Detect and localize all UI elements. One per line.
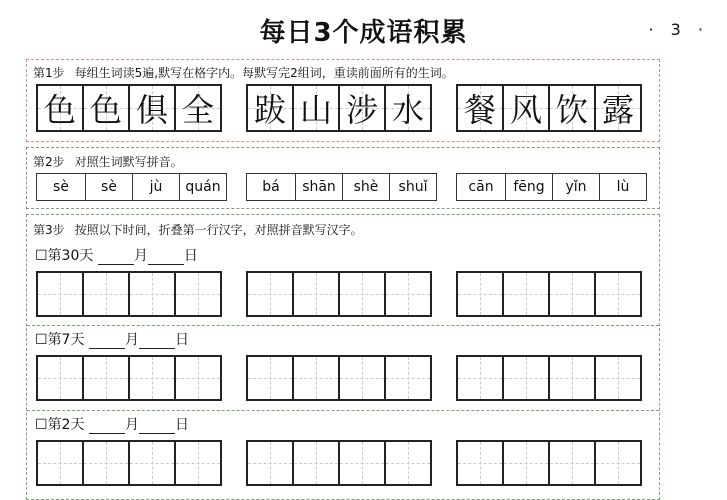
writing-box[interactable] [36, 355, 84, 401]
writing-group [36, 355, 220, 401]
writing-box[interactable] [548, 355, 596, 401]
review-row-label [35, 245, 198, 265]
checkbox-icon[interactable]: ☐ [35, 332, 48, 348]
step3-header [33, 221, 363, 238]
writing-box[interactable] [246, 271, 294, 317]
month-label: 月 [133, 248, 148, 264]
month-label: 月 [124, 332, 139, 348]
review-row-label [35, 329, 189, 349]
checkbox-icon[interactable]: ☐ [35, 417, 48, 433]
step2-section [26, 147, 660, 209]
step1-header [33, 64, 454, 81]
char-box: 色 [36, 84, 84, 132]
date-blank[interactable] [139, 334, 175, 349]
writing-box[interactable] [36, 271, 84, 317]
writing-box[interactable] [82, 440, 130, 486]
date-label: 日 [174, 417, 189, 433]
writing-box[interactable] [384, 440, 432, 486]
pinyin-box: fēng [505, 173, 553, 201]
writing-group [246, 440, 430, 486]
writing-group [456, 440, 640, 486]
month-blank[interactable] [89, 334, 125, 349]
writing-box[interactable] [384, 355, 432, 401]
step1-group-1 [36, 84, 220, 132]
writing-box[interactable] [292, 355, 340, 401]
date-blank[interactable] [139, 419, 175, 434]
writing-box[interactable] [548, 271, 596, 317]
char-box: 全 [174, 84, 222, 132]
step3-label: 第3步 [33, 223, 65, 237]
writing-box[interactable] [456, 355, 504, 401]
pinyin-box: lù [599, 173, 647, 201]
writing-box[interactable] [128, 271, 176, 317]
month-blank[interactable] [89, 419, 125, 434]
step1-instruction: 每组生词读5遍,默写在格字内。每默写完2组词，重读前面所有的生词。 [74, 66, 454, 80]
date-blank[interactable] [148, 250, 184, 265]
char-box: 饮 [548, 84, 596, 132]
writing-group [246, 355, 430, 401]
writing-box[interactable] [82, 355, 130, 401]
step2-header [33, 153, 183, 170]
writing-box[interactable] [292, 440, 340, 486]
char-box: 水 [384, 84, 432, 132]
writing-box[interactable] [174, 440, 222, 486]
review-day: 第7天 [47, 332, 85, 348]
writing-group [36, 440, 220, 486]
checkbox-icon[interactable]: ☐ [35, 248, 48, 264]
review-day: 第2天 [47, 417, 85, 433]
writing-box[interactable] [292, 271, 340, 317]
char-box: 风 [502, 84, 550, 132]
step2-group-3 [456, 173, 646, 201]
step1-section [26, 59, 660, 142]
pinyin-box: shè [342, 173, 390, 201]
writing-group [456, 271, 640, 317]
pinyin-box: jù [132, 173, 180, 201]
char-box: 山 [292, 84, 340, 132]
writing-box[interactable] [594, 271, 642, 317]
writing-box[interactable] [36, 440, 84, 486]
step2-group-2 [246, 173, 436, 201]
writing-box[interactable] [174, 355, 222, 401]
writing-box[interactable] [82, 271, 130, 317]
char-box: 餐 [456, 84, 504, 132]
pinyin-box: sè [36, 173, 86, 201]
pinyin-box: yǐn [552, 173, 600, 201]
pinyin-box: shuǐ [389, 173, 437, 201]
char-box: 涉 [338, 84, 386, 132]
writing-group [36, 271, 220, 317]
char-box: 跋 [246, 84, 294, 132]
page-title: 每日3个成语积累 [259, 18, 468, 48]
pinyin-box: bá [246, 173, 296, 201]
step2-group-1 [36, 173, 226, 201]
date-label: 日 [183, 248, 198, 264]
writing-box[interactable] [594, 355, 642, 401]
step1-label: 第1步 [33, 66, 65, 80]
step3-instruction: 按照以下时间，折叠第一行汉字，对照拼音默写汉字。 [74, 223, 363, 237]
pinyin-box: quán [179, 173, 227, 201]
page-number: · 3 · [648, 20, 709, 39]
pinyin-box: cān [456, 173, 506, 201]
writing-box[interactable] [456, 271, 504, 317]
step3-section [26, 214, 660, 500]
pinyin-box: sè [85, 173, 133, 201]
writing-box[interactable] [548, 440, 596, 486]
char-box: 色 [82, 84, 130, 132]
writing-box[interactable] [456, 440, 504, 486]
writing-box[interactable] [594, 440, 642, 486]
divider [27, 410, 659, 411]
month-blank[interactable] [98, 250, 134, 265]
writing-box[interactable] [338, 271, 386, 317]
writing-box[interactable] [384, 271, 432, 317]
step1-group-2 [246, 84, 430, 132]
writing-box[interactable] [338, 355, 386, 401]
writing-box[interactable] [174, 271, 222, 317]
date-label: 日 [174, 332, 189, 348]
writing-box[interactable] [128, 355, 176, 401]
char-box: 露 [594, 84, 642, 132]
pinyin-box: shān [295, 173, 343, 201]
writing-box[interactable] [338, 440, 386, 486]
step2-label: 第2步 [33, 155, 65, 169]
writing-box[interactable] [246, 440, 294, 486]
writing-box[interactable] [502, 271, 550, 317]
review-row-label [35, 414, 189, 434]
review-day: 第30天 [47, 248, 94, 264]
char-box: 俱 [128, 84, 176, 132]
writing-box[interactable] [128, 440, 176, 486]
writing-group [456, 355, 640, 401]
writing-box[interactable] [502, 440, 550, 486]
month-label: 月 [124, 417, 139, 433]
step1-group-3 [456, 84, 640, 132]
writing-box[interactable] [246, 355, 294, 401]
divider [27, 325, 659, 326]
writing-box[interactable] [502, 355, 550, 401]
writing-group [246, 271, 430, 317]
step2-instruction: 对照生词默写拼音。 [74, 155, 183, 169]
